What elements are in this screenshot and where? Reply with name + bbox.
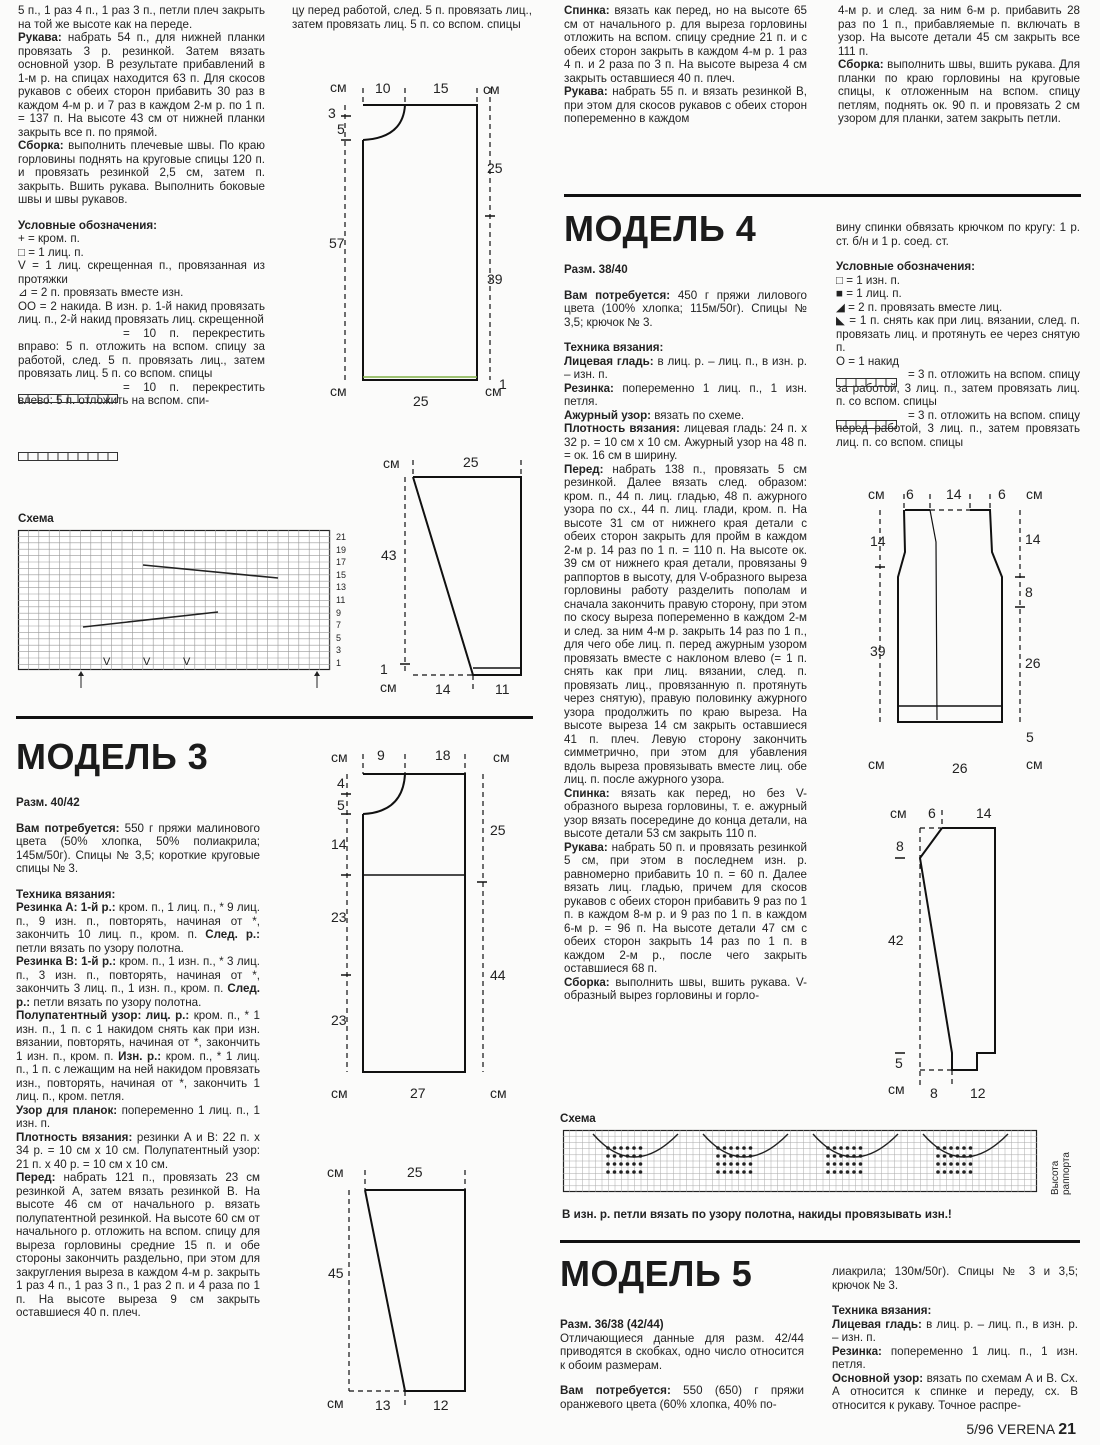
cont-text: лиакрила; 130м/50г). Спицы № 3 и 3,5; крючок № 3. <box>832 1265 1078 1292</box>
lic-heading: Лицевая гладь: <box>564 354 654 368</box>
svg-text:V: V <box>143 656 151 668</box>
legend-heading: Условные обозначения: <box>18 218 157 232</box>
dim-label: 15 <box>433 80 449 96</box>
rukava-text: набрать 50 п. и провязать резинкой 5 см, при этом в последнем изн. р. равномерно прибавить 10 п. = 60 п. Далее вязать лиц. гладью, причем для скосов рукавов с обеих сторон прибавить 9 раз по 1 п. в каждом 8-м р. и 9 раз по 1 п. в каждом 6-м р. = 96 п. На высоте детали 47 см с обеих сторон закрыть 14 раз по 1 п. в каждом 2-м р., после чего закрыть оставшиеся 68 п. <box>564 840 807 975</box>
model2-front-diagram <box>325 78 515 408</box>
model5-text <box>560 1318 804 1411</box>
rezB-heading2: След. р.: <box>16 982 260 1009</box>
sborka-heading: Сборка: <box>18 139 64 152</box>
dim-label: 10 <box>375 80 391 96</box>
dim-label: 25 <box>413 393 429 409</box>
rez-heading: Резинка: <box>832 1344 882 1358</box>
model3-size: Разм. 40/42 <box>16 796 80 809</box>
model2-sleeve-diagram <box>375 452 535 702</box>
dim-label: 6 <box>998 486 1006 502</box>
dim-label: 5 <box>1026 729 1034 745</box>
model3-text <box>16 796 260 1320</box>
legend-heading: Условные обозначения: <box>836 260 975 273</box>
rukava-text: набрать 55 п. и вязать резинкой В, при этом для скосов рукавов с обеих сторон попеременно в каждом <box>564 85 807 125</box>
unit-label: см <box>383 455 400 471</box>
unit-label: см <box>485 383 502 399</box>
rukava-text: набрать 54 п., для нижней планки провязать 3 р. резинкой. Затем вязать основной узор. В результате прибавлений в 1-м р. на спицах находится 63 п. Для скосов рукавов с обеих сторон прибавить 30 раз в каждом 4-м р. и 7 раз в каждом 2-м р. по 1 п. = 137 п. На высоте 43 см от нижней планки закрыть все п. по прямой. <box>18 31 265 139</box>
osn-heading: Основной узор: <box>832 1371 924 1385</box>
unit-label: см <box>331 1085 348 1101</box>
dim-label: 6 <box>906 486 914 502</box>
dim-label: 1 <box>499 376 507 392</box>
cable-right-icon <box>18 394 118 404</box>
dim-label: 25 <box>487 160 503 176</box>
dim-label: 9 <box>377 747 385 763</box>
need-heading: Вам потребуется: <box>16 821 120 835</box>
knitting-chart-model2 <box>18 530 333 690</box>
section-rule <box>16 716 533 719</box>
chart-row-numbers <box>336 531 346 670</box>
dim-label: 8 <box>1025 584 1033 600</box>
need-text: 550 (650) г пряжи оранжевого цвета (60% хлопка, 40% по- <box>560 1384 804 1411</box>
dim-label: 23 <box>331 909 347 925</box>
rezA-heading2: След. р.: <box>205 928 261 941</box>
sborka-text: выполнить швы, вшить рукава. V-образный вырез горловины и горло- <box>564 975 807 1002</box>
model4-sleeve-diagram <box>880 800 1070 1105</box>
dim-label: 25 <box>490 822 506 838</box>
chart-side-label: Высота раппорта <box>1050 1152 1072 1195</box>
col4-text <box>838 4 1080 126</box>
dim-label: 5 <box>337 121 345 137</box>
plot-text: лицевая гладь: 24 п. х 32 р. = 10 см х 10 см. Ажурный узор на 48 п. = ок. 16 см в ширину. <box>564 422 807 462</box>
unit-label: см <box>327 1395 344 1411</box>
col2-text <box>292 4 532 31</box>
need-heading: Вам потребуется: <box>564 288 671 302</box>
unit-label: см <box>330 383 347 399</box>
row-number: 19 <box>336 544 347 555</box>
dim-label: 25 <box>407 1164 423 1180</box>
dim-label: 6 <box>928 805 936 821</box>
sborka-text: выполнить плечевые швы. По краю горловины поднять на круговые спицы 120 п. и провязать резинкой 2,5 см, затем п. закрыть. Вшить рукава. Выполнить боковые швы и швы рукавов. <box>18 139 265 206</box>
spinka-text: вязать как перед, но без V-образного выреза горловины, т. е. ажурный узор вязать посередине до конца детали, на высоте детали 53 см закрыть 110 п. <box>564 786 807 840</box>
section-rule <box>560 1240 1080 1243</box>
unit-label: см <box>490 1085 507 1101</box>
sborka-heading: Сборка: <box>838 58 884 71</box>
polu-heading2: Изн. р.: <box>118 1049 162 1063</box>
sborka-text: выполнить швы, вшить рукава. Для планки по краю горловины на круговые спицы, к отложенным на вспом. спицу петлям, поднять ок. 90 п. и провязать 2 см узором для планки, затем закрыть петли. <box>838 58 1080 125</box>
unit-label: см <box>331 749 348 765</box>
unit-label: см <box>868 486 885 502</box>
osn-text: вязать по схемам А и В. Сх. А относится к спинке и переду, сх. В относится к рукаву. Точное распре- <box>832 1371 1079 1412</box>
lic-text: в лиц. р. – лиц. п., в изн. р. – изн. п. <box>832 1317 1078 1344</box>
plot-text: резинки А и В: 22 п. х 34 р. = 10 см х 10 см. Полупатентный узор: 21 п. х 40 р. = 10 см х 10 см. <box>16 1130 260 1171</box>
need-text: 550 г пряжи малинового цвета (50% хлопка, 50% полиакрила; 145м/50г). Спицы № 3,5; короткие круговые спицы № 3. <box>16 821 260 875</box>
lic-text: в лиц. р. – лиц. п., в изн. р. – изн. п. <box>564 354 807 381</box>
spinka-heading: Спинка: <box>564 786 610 800</box>
unit-label: см <box>380 679 397 695</box>
dim-label: 43 <box>381 547 397 563</box>
svg-text:V: V <box>103 656 111 668</box>
dim-label: 27 <box>410 1085 426 1101</box>
unit-label: см <box>1026 756 1043 772</box>
row-number: 11 <box>336 594 346 605</box>
plank-text: попеременно 1 лиц. п., 1 изн. п. <box>16 1103 260 1130</box>
row-number: 13 <box>336 582 347 593</box>
rezA-text2: петли вязать по узору полотна. <box>16 941 184 955</box>
legend-item: = 3 п. отложить на вспом. спицу за работой, 3 лиц. п., затем провязать лиц. п. со вспом. спицы <box>836 368 1080 408</box>
spinka-heading: Спинка: <box>564 4 610 17</box>
dim-label: 11 <box>495 681 510 697</box>
legend-item: + = кром. п. <box>18 232 80 245</box>
model4-title: МОДЕЛЬ 4 <box>564 208 757 249</box>
legend-item: V = 1 лиц. скрещенная п., провязанная из протяжки <box>18 259 265 286</box>
col1-text <box>18 4 265 408</box>
legend-item: □ = 1 лиц. п. <box>18 245 84 259</box>
section-rule <box>564 194 1081 197</box>
plot-heading: Плотность вязания: <box>564 422 680 435</box>
legend-item: ◣ = 1 п. снять как при лиц. вязании, след. п. провязать лиц. и протянуть ее через снятую п. <box>836 314 1080 354</box>
dim-label: 14 <box>946 486 962 502</box>
model5-title: МОДЕЛЬ 5 <box>560 1253 753 1294</box>
pered-heading: Перед: <box>16 1171 56 1184</box>
dim-label: 23 <box>331 1012 347 1028</box>
dim-label: 5 <box>337 797 345 813</box>
row-number: 1 <box>336 657 342 668</box>
row-number: 9 <box>336 607 342 618</box>
cable-3-right-icon <box>836 378 898 388</box>
azur-text: вязать по схеме. <box>654 408 745 422</box>
page-footer <box>966 1421 1076 1439</box>
unit-label: см <box>868 756 885 772</box>
row-number: 21 <box>336 532 347 542</box>
dim-label: 14 <box>870 533 886 549</box>
rezB-text2: петли вязать по узору полотна. <box>33 995 202 1009</box>
azur-heading: Ажурный узор: <box>564 408 652 422</box>
knitting-chart-model4 <box>563 1130 1043 1200</box>
model3-sleeve-diagram <box>325 1158 500 1423</box>
dim-label: 12 <box>970 1085 986 1101</box>
rukava-heading: Рукава: <box>18 31 62 44</box>
need-text: 450 г пряжи лилового цвета (100% хлопка; 115м/50г). Спицы № 3,5; крючок № 3. <box>564 288 807 329</box>
polu-text2: кром. п., * 1 лиц. п., 1 п. с лежащим на ней накидом провязать изн., повторять, начиная от *, закончить 1 лиц. п., кром. петля. <box>16 1049 260 1103</box>
row-number: 15 <box>336 569 347 580</box>
model3-front-diagram <box>325 742 515 1102</box>
issue-label: 5/96 VERENA <box>966 1421 1055 1437</box>
legend-item: OO = 2 накида. В изн. р. 1-й накид провязать лиц. п., 2-й накид провязать лиц. скрещенной <box>18 299 265 326</box>
dim-label: 45 <box>328 1265 344 1281</box>
row-number: 5 <box>336 632 342 643</box>
sborka-heading: Сборка: <box>564 975 610 989</box>
tech-heading: Техника вязания: <box>564 341 664 354</box>
rezA-text: кром. п., 1 лиц. п., * 9 лиц. п., 9 изн. п., повторять, начиная от *, закончить 10 лиц. п., кром. п. <box>16 901 260 941</box>
rezA-heading: Резинка А: 1-й р.: <box>16 901 116 914</box>
chart-note: В изн. р. петли вязать по узору полотна, накиды провязывать изн.! <box>562 1208 952 1221</box>
plot-heading: Плотность вязания: <box>16 1130 133 1144</box>
dim-label: 5 <box>895 1055 903 1071</box>
rez-heading: Резинка: <box>564 381 614 395</box>
cable-3-left-icon <box>836 420 898 430</box>
dim-label: 39 <box>870 643 886 659</box>
dim-label: 4 <box>337 775 345 791</box>
dim-label: 8 <box>896 838 904 854</box>
rukava-heading: Рукава: <box>564 840 608 854</box>
dim-label: 1 <box>380 661 388 677</box>
row-number: 7 <box>336 620 342 631</box>
model4-text <box>564 263 807 1003</box>
dim-label: 13 <box>375 1397 391 1413</box>
schema-label: Схема <box>560 1112 596 1125</box>
row-number: 3 <box>336 645 342 656</box>
tech-heading: Техника вязания: <box>16 887 116 901</box>
unit-label: см <box>888 1081 905 1097</box>
legend-item: = 10 п. перекрестить влево: 5 п. отложить на вспом. спи- <box>18 380 265 407</box>
dim-label: 14 <box>435 681 451 697</box>
dim-label: 14 <box>1025 531 1041 547</box>
col4-p1: 4-м р. и след. за ним 6-м р. прибавить 28 раз по 1 п., прибавляемые п. включать в узор. На высоте детали 45 см закрыть все 111 п. <box>838 4 1080 58</box>
unit-label: см <box>890 805 907 821</box>
dim-label: 14 <box>976 805 992 821</box>
dim-label: 3 <box>328 105 336 121</box>
dim-label: 39 <box>487 271 503 287</box>
rez-text: попеременно 1 лиц. п., 1 изн. петля. <box>832 1344 1078 1371</box>
col1-p1: 5 п., 1 раз 4 п., 1 раз 3 п., петли плеч закрыть на той же высоте как на переде. <box>18 4 265 31</box>
cable-left-icon <box>18 452 118 462</box>
page-number: 21 <box>1058 1421 1076 1438</box>
unit-label: см <box>1026 486 1043 502</box>
dim-label: 12 <box>433 1397 449 1413</box>
model4-legend <box>836 221 1080 449</box>
rez-text: попеременно 1 лиц. п., 1 изн. петля. <box>564 381 807 408</box>
svg-text:V: V <box>183 656 191 668</box>
size-text: Отличающиеся данные для разм. 42/44 приводятся в скобках, одно число относится к обоим размерам. <box>560 1331 804 1372</box>
legend-item: = 3 п. отложить на вспом. спицу перед работой, 3 лиц. п., затем провязать лиц. п. со вспом. спицы <box>836 408 1080 449</box>
polu-text: кром. п., * 1 изн. п., 1 п. с 1 накидом снять как при изн. вязании, повторять, начиная от *, закончить 1 изн. п., кром. п. <box>16 1009 260 1063</box>
rukava-heading: Рукава: <box>564 85 608 98</box>
col2-p1: цу перед работой, след. 5 п. провязать лиц., затем провязать лиц. 5 п. со вспом. спицы <box>292 4 532 31</box>
polu-heading: Полупатентный узор: лиц. р.: <box>16 1009 190 1022</box>
dim-label: 18 <box>435 747 451 763</box>
unit-label: см <box>483 81 500 97</box>
plank-heading: Узор для планок: <box>16 1103 118 1117</box>
cont-text: вину спинки обвязать крючком по кругу: 1 р. ст. б/н и 1 р. соед. ст. <box>836 221 1080 248</box>
rezB-text: кром. п., 1 изн. п., * 3 лиц. п., 3 изн. п., повторять, начиная от *, закончить 3 лиц. п., 1 изн. п., кром. п. <box>16 955 260 995</box>
model3-title: МОДЕЛЬ 3 <box>16 736 209 777</box>
rezB-heading: Резинка В: 1-й р.: <box>16 955 117 968</box>
spinka-text: вязать как перед, но на высоте 65 см от начального р. для выреза горловины отложить на вспом. спицу средние 21 п. и с обеих сторон закрыть в каждом 4-м р. 1 раз 4 п. и 2 раза по 3 п. На высоте выреза 4 см закрыть оставшиеся 40 п. плеч. <box>564 4 807 85</box>
model4-front-diagram <box>860 482 1060 782</box>
dim-label: 57 <box>329 235 345 251</box>
unit-label: см <box>330 79 347 95</box>
dim-label: 42 <box>888 932 904 948</box>
pered-text: набрать 121 п., провязать 23 см резинкой А, затем вязать резинкой В. На высоте 46 см от начального р. вязать полупатентной резинкой. На высоте 60 см от начального р. отложить на вспом. спицу для выреза горловины средние 15 п. и обе стороны закончить раздельно, при этом для закругления выреза в каждом 4-м р. закрыть 1 раз 4 п., 1 раз 3 п., 1 раз 2 п. и 4 раза по 1 п. На высоте выреза 9 см закрыть оставшиеся 40 п. плеч. <box>16 1171 260 1319</box>
dim-label: 26 <box>952 760 968 776</box>
pered-heading: Перед: <box>564 462 604 476</box>
tech-heading: Техника вязания: <box>832 1304 932 1317</box>
dim-label: 26 <box>1025 655 1041 671</box>
lic-heading: Лицевая гладь: <box>832 1317 922 1331</box>
unit-label: см <box>493 749 510 765</box>
legend-item: ⊿ = 2 п. провязать вместе изн. <box>18 286 184 299</box>
dim-label: 44 <box>490 967 506 983</box>
pered-text: набрать 138 п., провязать 5 см резинкой. Далее вязать след. образом: кром. п., 44 п. лиц. гладью, 48 п. ажурного узора по сх., 44 п. лиц. глади, кром. п. На высоте 31 см от нижнего края детали с обеих сторон закрыть для пройм в каждом 2-м р. 14 раз по 1 п. = 110 п. На высоте ок. 39 см от нижнего края детали, провязаны 9 раппортов в высоту, для V-образного выреза горловины работу разделить пополам и сначала закончить правую сторону, при этом по скосу выреза попеременно в каждом 2-м и след. за ним 4-м р. закрыть 14 раз по 1 п., для чего обе лиц. п. перед ажурным узором провязать вместе с наклоном влево (= 1 п. снять как при лиц. вязании, след. п. провязать лиц., провязанную п. протянуть через снятую), правую половинку ажурного узора продолжить по краю выреза. На высоте выреза 14 см закрыть оставшиеся 41 п. плеч. Левую сторону закончить симметрично, при этом для убавления вдоль выреза провязывать вместе лиц. обе лиц. п. после ажурного узора. <box>564 462 807 786</box>
schema-label: Схема <box>18 512 54 525</box>
dim-label: 8 <box>930 1085 938 1101</box>
dim-label: 14 <box>331 836 347 852</box>
legend-item: ■ = 1 лиц. п. <box>836 287 902 300</box>
legend-item: ◢ = 2 п. провязать вместе лиц. <box>836 300 1003 314</box>
legend-item: = 10 п. перекрестить вправо: 5 п. отложить на вспом. спицу за работой, след. 5 п. провязать лиц., затем провязать лиц. 5 п. со вспом. спицы <box>18 326 265 380</box>
unit-label: см <box>327 1164 344 1180</box>
model5-text-right <box>832 1265 1078 1412</box>
col3-text <box>564 4 807 126</box>
dim-label: 25 <box>463 454 479 470</box>
legend-item: □ = 1 изн. п. <box>836 273 901 287</box>
model5-size: Разм. 36/38 (42/44) <box>560 1318 664 1331</box>
need-heading: Вам потребуется: <box>560 1384 671 1397</box>
model4-size: Разм. 38/40 <box>564 263 628 276</box>
row-number: 17 <box>336 557 347 568</box>
legend-item: O = 1 накид <box>836 354 900 368</box>
